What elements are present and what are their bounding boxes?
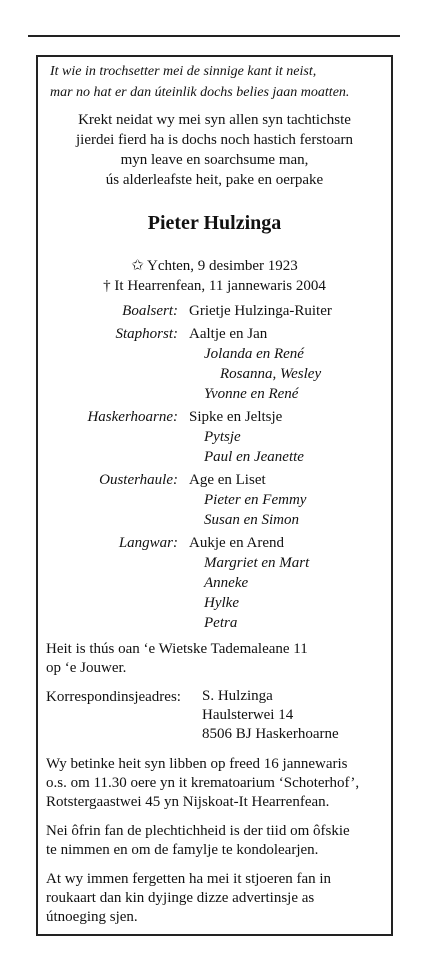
family-member: Pieter en Femmy: [204, 492, 307, 508]
family-head: Sipke en Jeltsje: [189, 409, 283, 425]
intro-line: myn leave en soarchsume man,: [120, 152, 309, 168]
family-member: Susan en Simon: [204, 512, 299, 528]
deceased-name: Pieter Hulzinga: [147, 212, 282, 234]
funeral-line: Rotstergaastwei 45 yn Nijskoat-It Hearrenfean.: [46, 794, 330, 810]
family-head: Age en Liset: [189, 472, 266, 488]
intro-line: Krekt neidat wy mei syn allen syn tachtichste: [78, 112, 351, 128]
family-member: Pytsje: [204, 429, 241, 445]
family-member: Jolanda en René: [204, 346, 304, 362]
birth-line: ✩ Ychten, 9 desimber 1923: [131, 258, 298, 274]
funeral-line: o.s. om 11.30 oere yn it krematoarium ‘Schoterhof’,: [46, 775, 360, 791]
death-line: † It Hearrenfean, 11 jannewaris 2004: [103, 278, 326, 294]
family-member: Paul en Jeanette: [204, 449, 304, 465]
family-label: Ousterhaule:: [99, 472, 178, 488]
motto-line: It wie in trochsetter mei de sinnige kant it neist,: [50, 64, 317, 79]
family-member: Rosanna, Wesley: [220, 366, 322, 382]
condolence-line: Nei ôfrin fan de plechtichheid is der tiid om ôfskie: [46, 823, 350, 839]
condolence-line: te nimmen en om de famylje te kondolearjen.: [46, 842, 319, 858]
correspondence-line: S. Hulzinga: [202, 688, 273, 704]
correspondence-label: Korrespondinsjeadres:: [46, 689, 181, 705]
home-line: op ‘e Jouwer.: [46, 660, 127, 676]
family-label: Staphorst:: [115, 326, 178, 342]
notice-line: At wy immen fergetten ha mei it stjoeren fan in: [46, 871, 332, 887]
family-label: Haskerhoarne:: [87, 409, 178, 425]
home-line: Heit is thús oan ‘e Wietske Tademaleane 11: [46, 641, 308, 657]
family-head: Aaltje en Jan: [189, 326, 268, 342]
motto-line: mar no hat er dan úteinlik dochs belies jaan moatten.: [50, 85, 350, 100]
funeral-line: Wy betinke heit syn libben op freed 16 jannewaris: [46, 756, 348, 772]
family-head: Grietje Hulzinga-Ruiter: [189, 303, 332, 319]
family-member: Petra: [204, 615, 238, 631]
family-label: Boalsert:: [122, 303, 178, 319]
family-head: Aukje en Arend: [189, 535, 284, 551]
family-member: Margriet en Mart: [204, 555, 310, 571]
notice-line: roukaart dan kin dyjinge dizze advertinsje as: [46, 890, 315, 906]
family-member: Anneke: [204, 575, 249, 591]
top-rule: [28, 35, 400, 37]
intro-line: ús alderleafste heit, pake en oerpake: [105, 172, 324, 188]
correspondence-line: Haulsterwei 14: [202, 707, 294, 723]
family-member: Yvonne en René: [204, 386, 299, 402]
family-label: Langwar:: [118, 535, 178, 551]
intro-line: jierdei fierd ha is dochs noch hastich ferstoarn: [76, 132, 353, 148]
correspondence-line: 8506 BJ Haskerhoarne: [202, 726, 339, 742]
notice-line: útnoeging sjen.: [46, 909, 138, 925]
family-member: Hylke: [204, 595, 239, 611]
